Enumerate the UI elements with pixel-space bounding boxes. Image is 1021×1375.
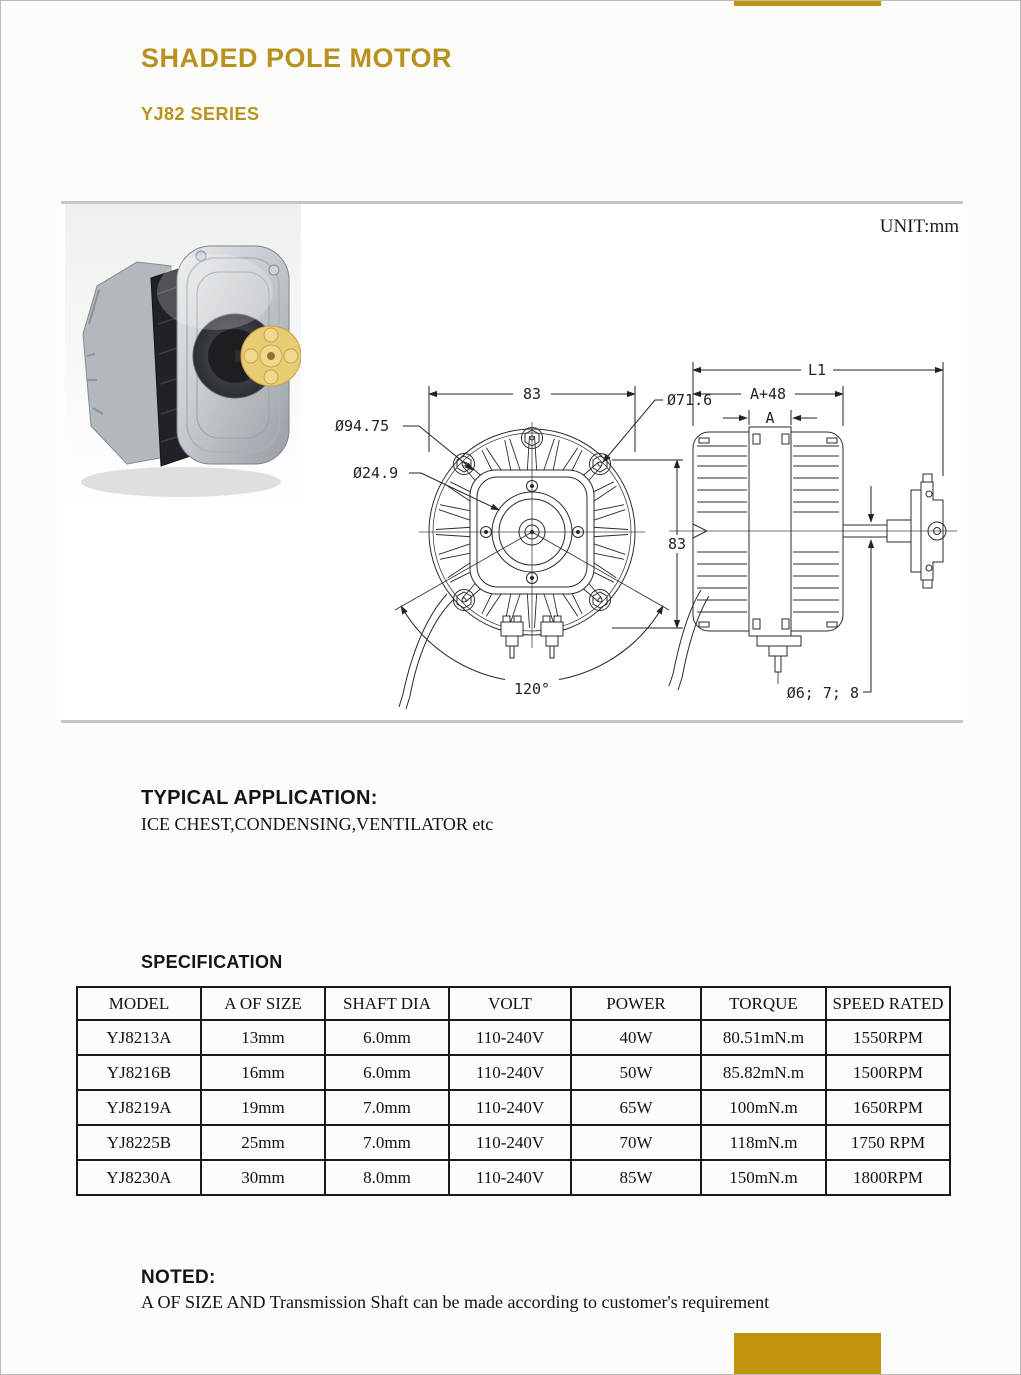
col-header-a-of-size: A OF SIZE	[201, 987, 325, 1020]
col-header-shaft-dia: SHAFT DIA	[325, 987, 449, 1020]
cell-speed: 1800RPM	[826, 1160, 950, 1195]
cell-speed: 1650RPM	[826, 1090, 950, 1125]
noted-heading: NOTED:	[141, 1267, 216, 1288]
angle-label: 120°	[513, 680, 551, 698]
cell-model: YJ8216B	[77, 1055, 201, 1090]
photo-highlight	[157, 254, 273, 330]
technical-drawing-panel	[61, 201, 963, 723]
cell-volt: 110-240V	[449, 1160, 571, 1195]
cell-shaft-dia: 6.0mm	[325, 1020, 449, 1055]
table-row	[77, 1160, 950, 1195]
unit-label: UNIT:mm	[879, 216, 959, 237]
cell-a-of-size: 16mm	[201, 1055, 325, 1090]
col-header-torque: TORQUE	[701, 987, 826, 1020]
cell-shaft-dia: 7.0mm	[325, 1090, 449, 1125]
cell-power: 65W	[571, 1090, 701, 1125]
front-view-geometry	[395, 422, 669, 709]
cell-torque: 80.51mN.m	[701, 1020, 826, 1055]
shaft-dia-label: Ø6; 7; 8	[786, 684, 859, 702]
cell-volt: 110-240V	[449, 1020, 571, 1055]
cell-speed: 1750 RPM	[826, 1125, 950, 1160]
typical-application-heading: TYPICAL APPLICATION:	[141, 787, 378, 809]
cell-power: 85W	[571, 1160, 701, 1195]
specification-heading: SPECIFICATION	[141, 952, 283, 972]
cell-volt: 110-240V	[449, 1090, 571, 1125]
page-title: SHADED POLE MOTOR	[141, 43, 453, 73]
table-row	[77, 1125, 950, 1160]
col-header-speed-rated: SPEED RATED	[826, 987, 950, 1020]
table-row	[77, 1090, 950, 1125]
cell-power: 50W	[571, 1055, 701, 1090]
table-header-row	[77, 987, 950, 1020]
col-header-power: POWER	[571, 987, 701, 1020]
cell-torque: 150mN.m	[701, 1160, 826, 1195]
typical-application-text: ICE CHEST,CONDENSING,VENTILATOR etc	[141, 814, 494, 834]
dim-height-label: 83	[667, 535, 687, 553]
side-view-drawing	[661, 334, 961, 724]
cell-shaft-dia: 6.0mm	[325, 1055, 449, 1090]
dim-width-label: 83	[522, 385, 542, 403]
cell-model: YJ8219A	[77, 1090, 201, 1125]
table-row	[77, 1055, 950, 1090]
col-header-volt: VOLT	[449, 987, 571, 1020]
cell-speed: 1550RPM	[826, 1020, 950, 1055]
dim-body-label: A+48	[749, 385, 787, 403]
cell-a-of-size: 13mm	[201, 1020, 325, 1055]
cell-shaft-dia: 8.0mm	[325, 1160, 449, 1195]
side-view-geometry	[669, 427, 957, 690]
cell-speed: 1500RPM	[826, 1055, 950, 1090]
series-subtitle: YJ82 SERIES	[141, 104, 260, 124]
noted-text: A OF SIZE AND Transmission Shaft can be made according to customer's requirement	[141, 1292, 770, 1312]
specification-table	[76, 986, 951, 1196]
dia-hub-label: Ø24.9	[353, 464, 399, 482]
cell-power: 40W	[571, 1020, 701, 1055]
cell-power: 70W	[571, 1125, 701, 1160]
motor-photo	[65, 204, 301, 510]
cell-volt: 110-240V	[449, 1055, 571, 1090]
dia-inner-label: Ø71.6	[667, 391, 713, 409]
photo-shadow	[81, 467, 281, 497]
dim-overall-label: L1	[807, 361, 827, 379]
yellow-flange	[241, 326, 301, 386]
cell-model: YJ8225B	[77, 1125, 201, 1160]
col-header-model: MODEL	[77, 987, 201, 1020]
dim-stack-label: A	[765, 409, 775, 427]
cell-a-of-size: 19mm	[201, 1090, 325, 1125]
cell-torque: 100mN.m	[701, 1090, 826, 1125]
table-row	[77, 1020, 950, 1055]
cell-torque: 118mN.m	[701, 1125, 826, 1160]
cell-a-of-size: 30mm	[201, 1160, 325, 1195]
cell-model: YJ8213A	[77, 1020, 201, 1055]
top-accent-bar	[734, 1, 881, 6]
cell-shaft-dia: 7.0mm	[325, 1125, 449, 1160]
cell-torque: 85.82mN.m	[701, 1055, 826, 1090]
dia-outer-label: Ø94.75	[335, 417, 390, 435]
bottom-accent-bar	[734, 1333, 881, 1375]
cell-model: YJ8230A	[77, 1160, 201, 1195]
cell-volt: 110-240V	[449, 1125, 571, 1160]
cell-a-of-size: 25mm	[201, 1125, 325, 1160]
